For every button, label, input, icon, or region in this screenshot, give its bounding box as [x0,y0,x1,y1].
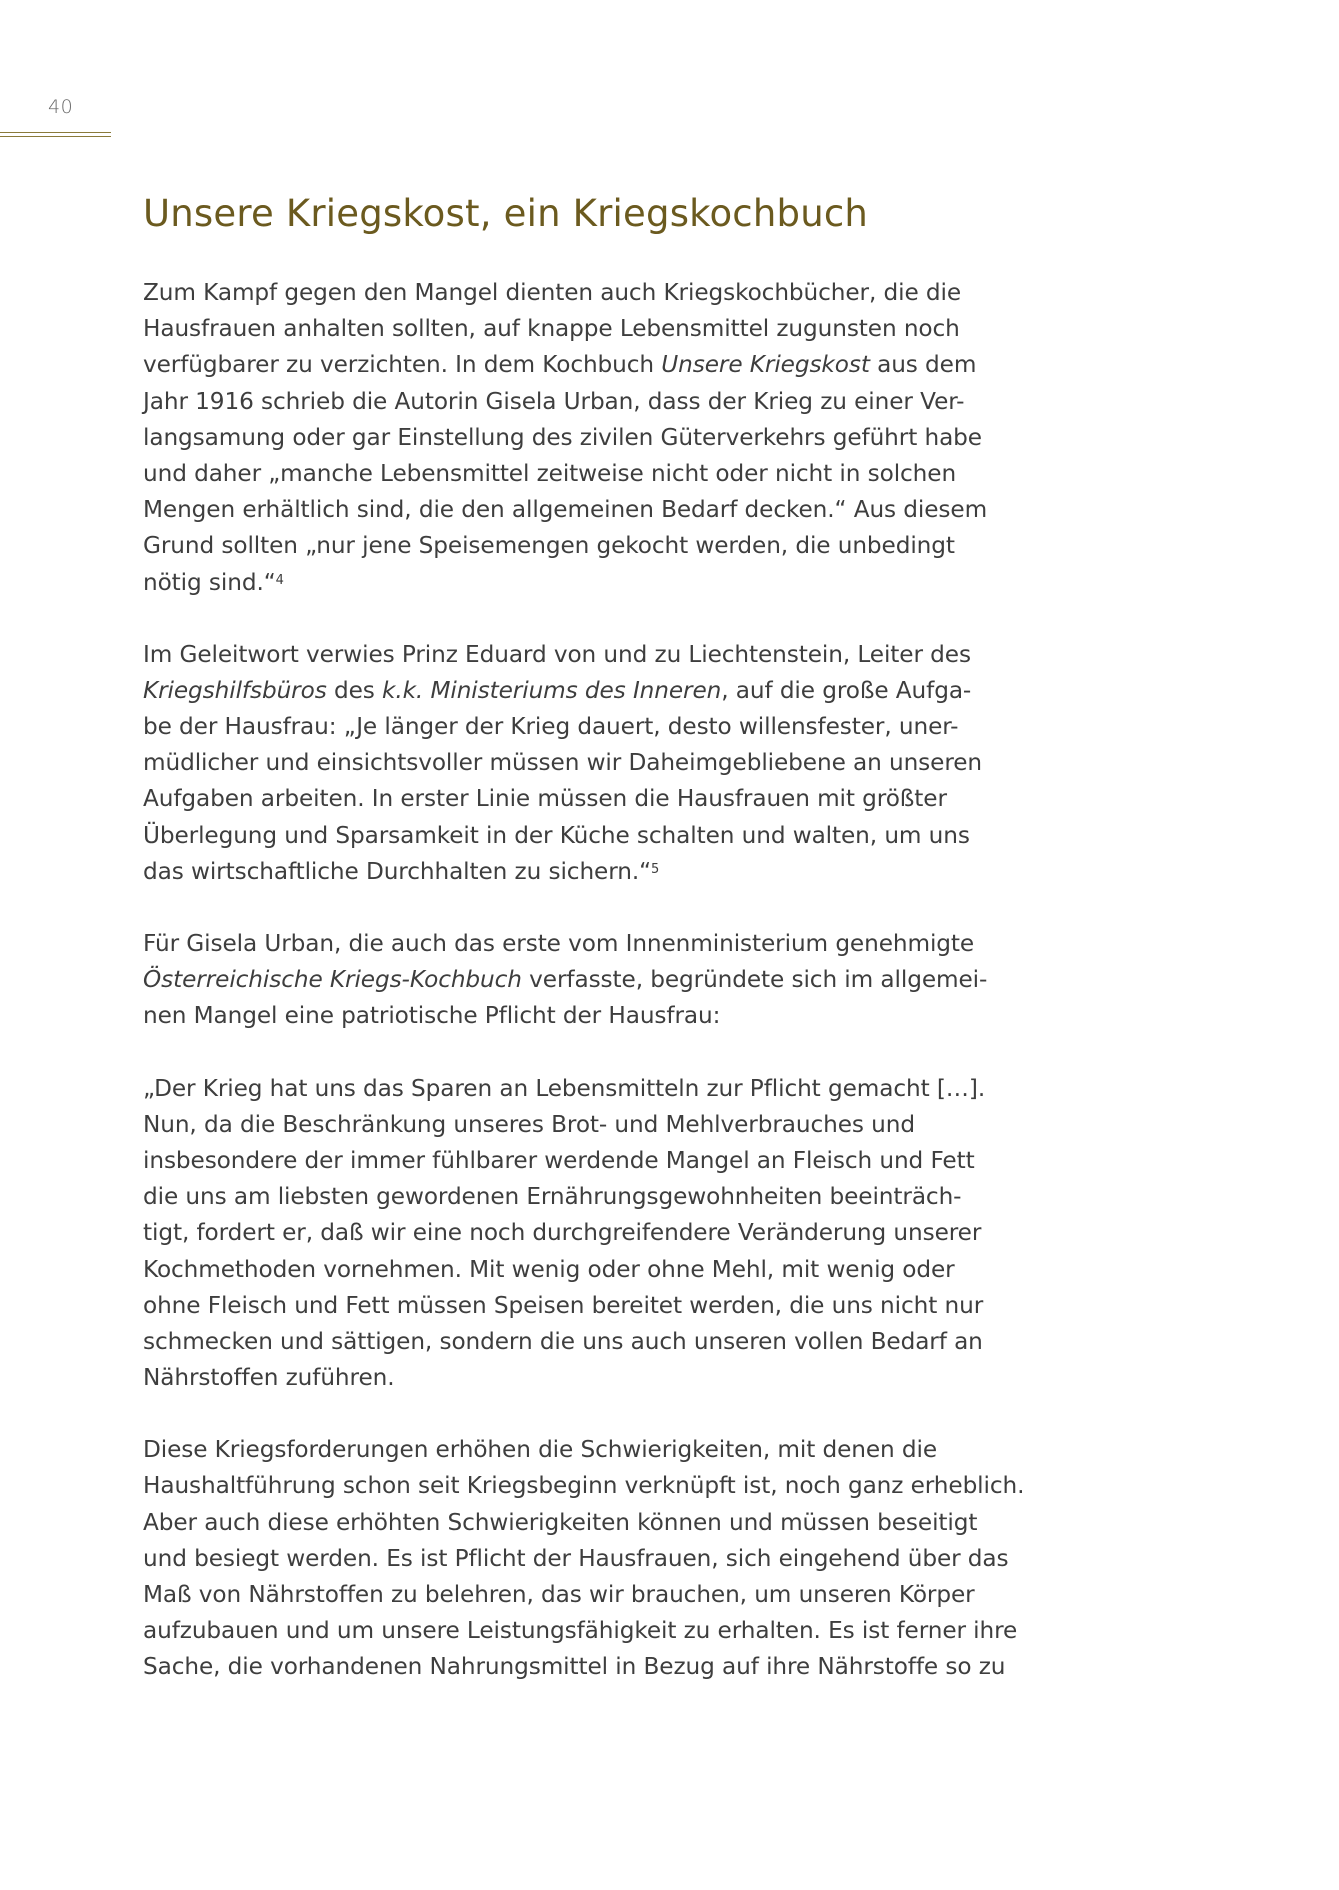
text-segment: langsamung oder gar Einstellung des zivilen Güterverkehrs geführt habe [143,423,982,451]
text-segment: müdlicher und einsichtsvoller müssen wir Daheimgebliebene an unseren [143,749,983,777]
text-segment: be der Hausfrau: „Je länger der Krieg dauert, desto willensfester, uner- [143,713,959,741]
text-segment: nen Mangel eine patriotische Pflicht der Hausfrau: [143,1002,721,1030]
text-segment: und besiegt werden. Es ist Pflicht der Hausfrauen, sich eingehend über das [143,1544,1009,1572]
italic-title: k.k. Ministeriums des Inneren [382,676,722,704]
text-line [143,854,1023,890]
paragraph [143,1432,1023,1685]
text-line [143,528,1023,564]
paragraph [143,1071,1023,1397]
text-segment: Grund sollten „nur jene Speisemengen gekocht werden, die unbedingt [143,532,955,560]
text-line [143,492,1023,528]
text-segment: Maß von Nährstoffen zu belehren, das wir brauchen, um unseren Körper [143,1581,975,1608]
page-number: 40 [48,96,74,118]
text-segment: Sache, die vorhandenen Nahrungsmittel in Bezug auf ihre Nährstoffe so zu [143,1653,1006,1681]
text-segment: das wirtschaftliche Durchhalten zu sichern.“ [143,857,652,885]
text-line [143,1541,1023,1577]
text-line [143,1649,1023,1685]
text-line [143,781,1023,817]
page-title: Unsere Kriegskost, ein Kriegskochbuch [143,192,869,235]
text-line [143,1179,1023,1215]
text-line [143,1252,1023,1288]
text-segment: Überlegung und Sparsamkeit in der Küche schalten und walten, um uns [143,821,970,849]
text-segment: tigt, fordert er, daß wir eine noch durchgreifendere Veränderung unserer [143,1219,982,1247]
text-line [143,384,1023,420]
text-line [143,1324,1023,1360]
text-segment: „Der Krieg hat uns das Sparen an Lebensmitteln zur Pflicht gemacht […]. [143,1074,986,1102]
text-line [143,1505,1023,1541]
text-line [143,926,1023,962]
paragraph [143,926,1023,1035]
text-line [143,1432,1023,1468]
text-line [143,1468,1023,1504]
text-segment: schmecken und sättigen, sondern die uns auch unseren vollen Bedarf an [143,1327,983,1355]
text-segment: Zum Kampf gegen den Mangel dienten auch Kriegskochbücher, die die [143,279,962,306]
text-segment: Im Geleitwort verwies Prinz Eduard von und zu Liechtenstein, Leiter des [143,640,971,668]
text-line [143,1577,1023,1613]
text-segment: des [326,676,382,704]
text-line [143,311,1023,347]
text-line [143,998,1023,1034]
text-segment: Mengen erhältlich sind, die den allgemeinen Bedarf decken.“ Aus diesem [143,496,988,524]
text-segment: , auf die große Aufga- [721,676,972,704]
text-line [143,1071,1023,1107]
paragraph [143,637,1023,890]
text-segment: Jahr 1916 schrieb die Autorin Gisela Urban, dass der Krieg zu einer Ver- [143,387,965,415]
text-segment: Nährstoffen zuführen. [143,1364,395,1392]
text-line [143,818,1023,854]
text-segment: die uns am liebsten gewordenen Ernährungsgewohnheiten beeinträch- [143,1183,962,1211]
italic-title: Kriegshilfsbüros [143,676,327,704]
text-line [143,1288,1023,1324]
text-line [143,709,1023,745]
text-segment: verfasste, begründete sich im allgemei- [521,966,988,994]
text-line [143,565,1023,601]
body-text [143,275,1023,1722]
text-line [143,1215,1023,1251]
text-segment: Aufgaben arbeiten. In erster Linie müssen die Hausfrauen mit größter [143,785,947,813]
text-segment: Nun, da die Beschränkung unseres Brot- und Mehlverbrauches und [143,1110,915,1138]
text-segment: aus dem [869,351,977,379]
text-line [143,1360,1023,1396]
footnote-marker[interactable]: 5 [651,861,660,877]
text-segment: Diese Kriegsforderungen erhöhen die Schwierigkeiten, mit denen die [143,1436,938,1464]
text-segment: Kochmethoden vornehmen. Mit wenig oder ohne Mehl, mit wenig oder [143,1255,955,1283]
text-segment: insbesondere der immer fühlbarer werdende Mangel an Fleisch und Fett [143,1146,975,1174]
text-line [143,347,1023,383]
text-line [143,637,1023,673]
text-line [143,1107,1023,1143]
text-line [143,1143,1023,1179]
text-segment: nötig sind.“ [143,568,276,596]
italic-title: Unsere Kriegskost [661,351,870,379]
text-segment: Für Gisela Urban, die auch das erste vom Innenministerium genehmigte [143,930,975,957]
text-line [143,745,1023,781]
italic-title: Österreichische Kriegs-Kochbuch [143,966,522,994]
text-line [143,420,1023,456]
paragraph [143,275,1023,601]
text-segment: Hausfrauen anhalten sollten, auf knappe Lebensmittel zugunsten noch [143,315,960,343]
text-line [143,962,1023,998]
text-segment: Haushaltführung schon seit Kriegsbeginn verknüpft ist, noch ganz erheblich. [143,1472,1025,1500]
text-segment: Aber auch diese erhöhten Schwierigkeiten können und müssen beseitigt [143,1508,978,1536]
text-line [143,1613,1023,1649]
footnote-marker[interactable]: 4 [275,572,284,588]
text-line [143,456,1023,492]
text-segment: ohne Fleisch und Fett müssen Speisen bereitet werden, die uns nicht nur [143,1291,984,1319]
text-segment: aufzubauen und um unsere Leistungsfähigkeit zu erhalten. Es ist ferner ihre [143,1617,1018,1645]
text-line [143,673,1023,709]
text-segment: und daher „manche Lebensmittel zeitweise nicht oder nicht in solchen [143,459,957,487]
text-line [143,275,1023,311]
header-rule [0,132,111,137]
text-segment: verfügbarer zu verzichten. In dem Kochbuch [143,351,662,379]
